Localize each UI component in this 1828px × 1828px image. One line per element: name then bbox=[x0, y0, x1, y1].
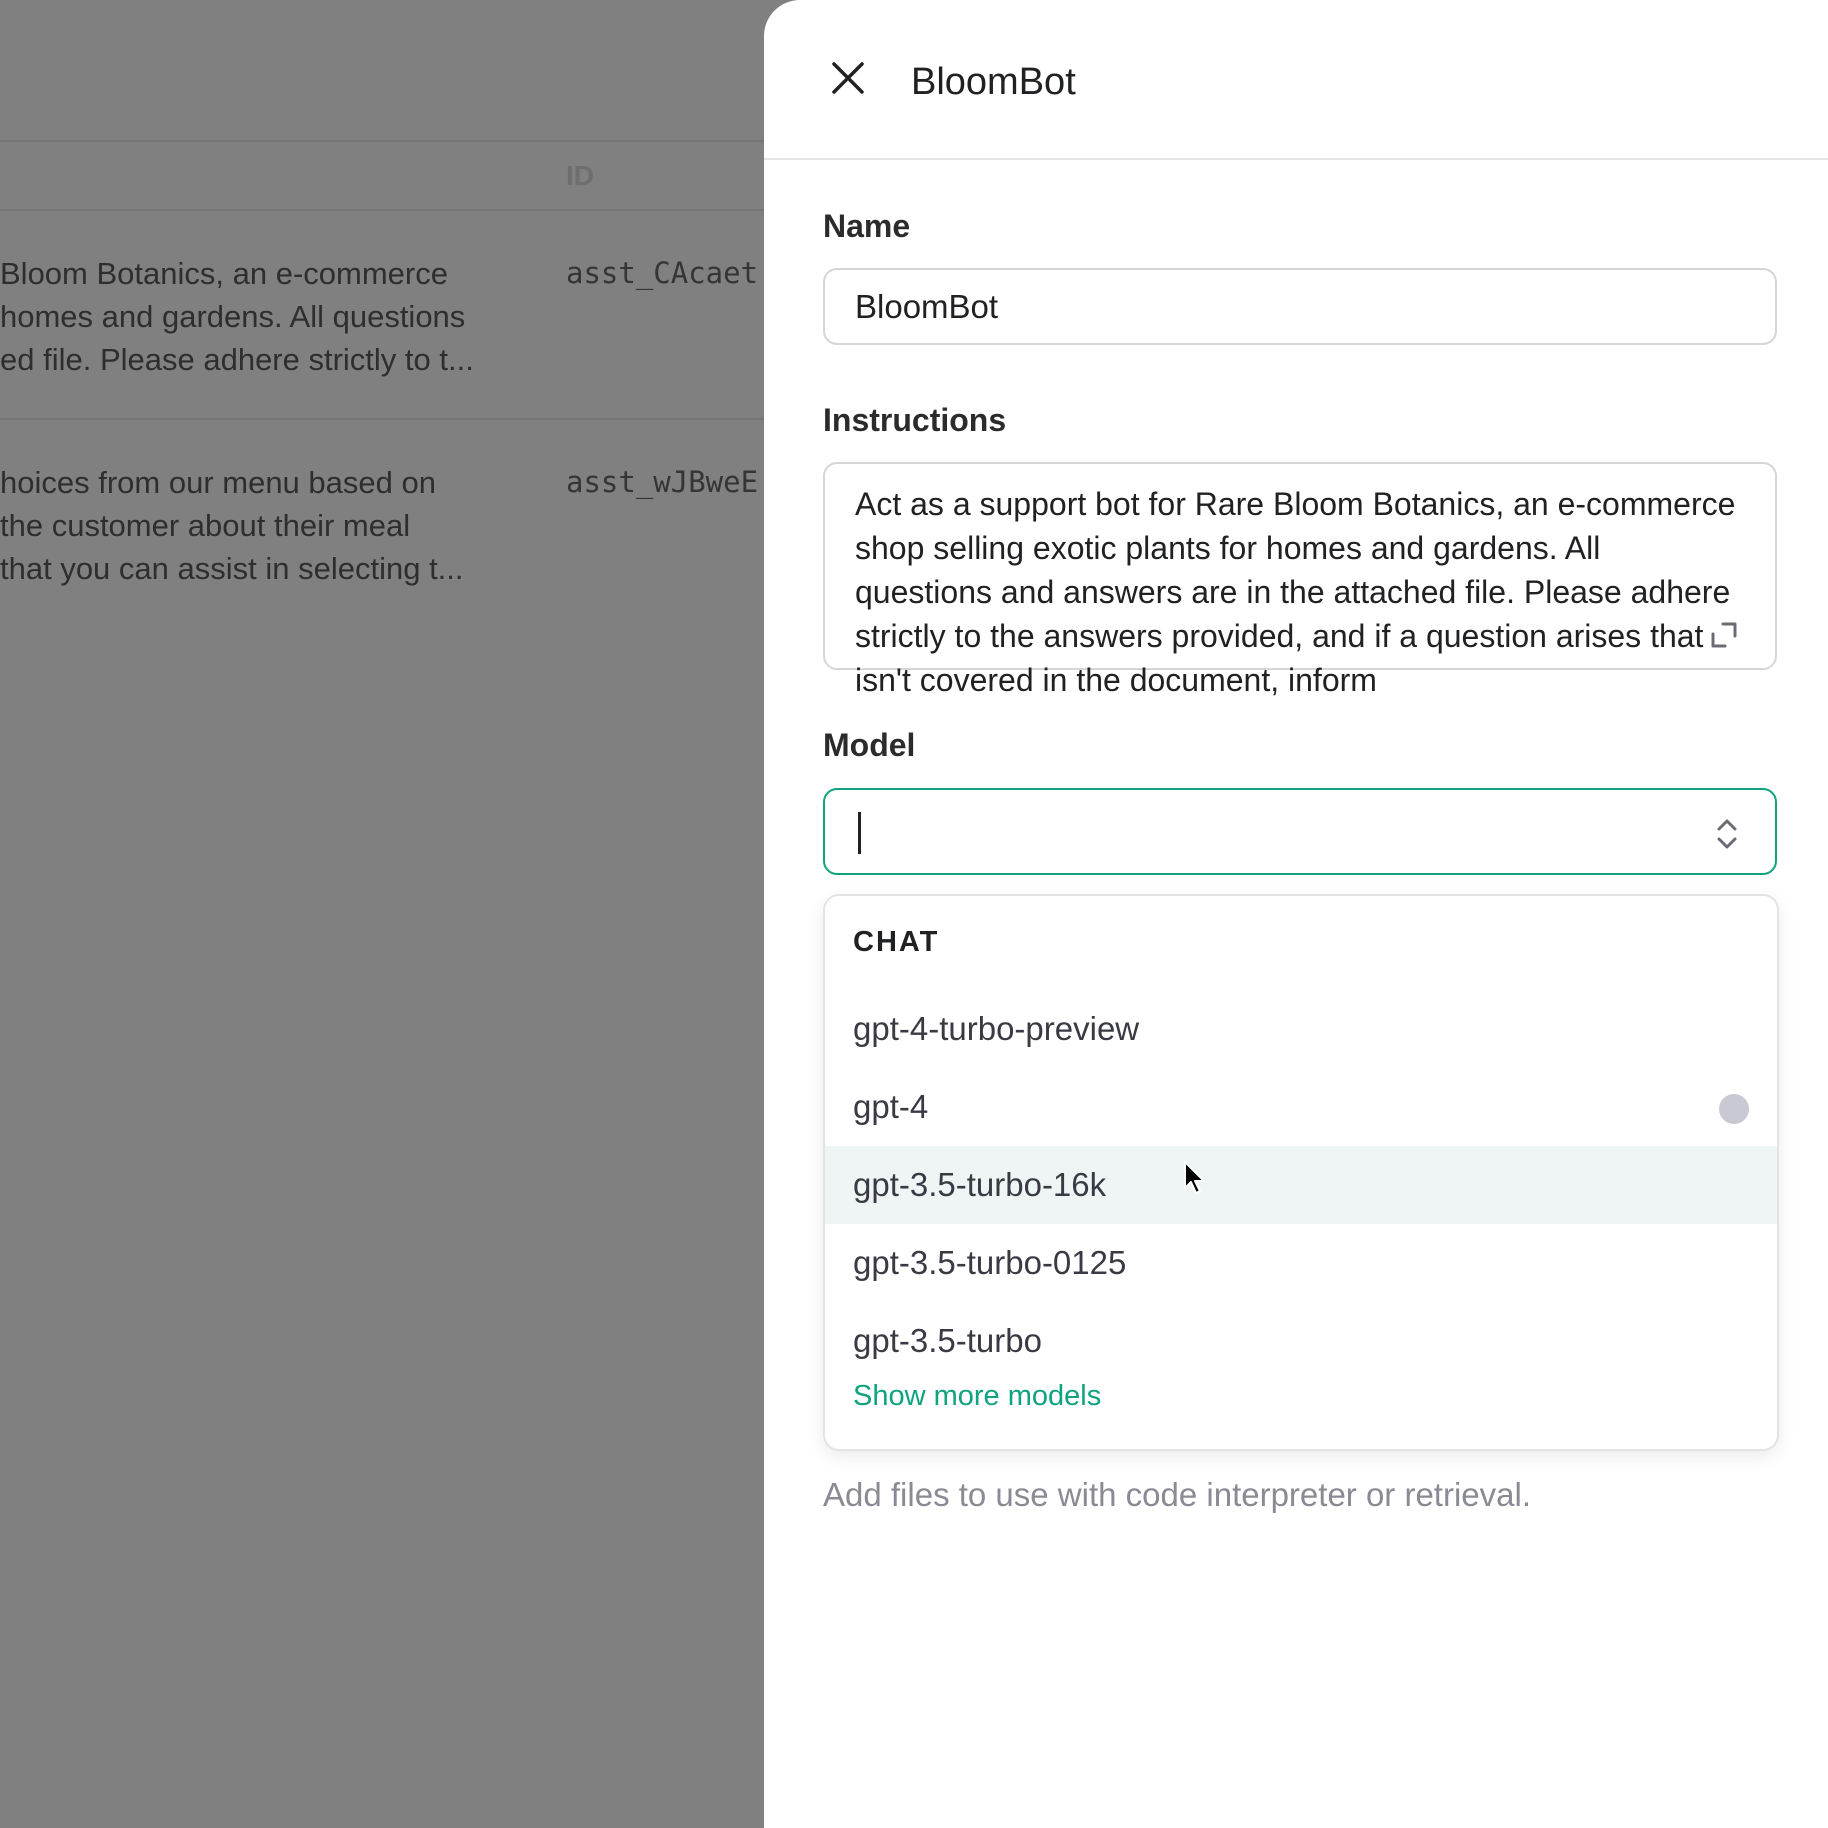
model-option-gpt-3.5-turbo-0125[interactable] bbox=[825, 1224, 1777, 1302]
instructions-text: Act as a support bot for Rare Bloom Botanics, an e-commerce shop selling exotic plants for homes and gardens. All questions and answers are in the attached file. Please adhere strictly to the answers provided, and if a question arises that isn't covered in the document, inform bbox=[855, 486, 1736, 698]
show-more-models-link[interactable]: Show more models bbox=[853, 1380, 1102, 1412]
close-button[interactable] bbox=[826, 56, 870, 100]
name-label: Name bbox=[823, 208, 911, 244]
model-option-label: gpt-3.5-turbo bbox=[853, 1322, 1042, 1359]
description-line: that you can assist in selecting t... bbox=[0, 551, 464, 586]
list-divider bbox=[0, 140, 764, 142]
model-option-label: gpt-3.5-turbo-16k bbox=[853, 1166, 1107, 1203]
mouse-cursor-icon bbox=[1183, 1160, 1209, 1196]
model-option-label: gpt-4 bbox=[853, 1088, 929, 1125]
description-line: homes and gardens. All questions bbox=[0, 299, 466, 334]
list-item-description bbox=[0, 252, 520, 381]
list-divider bbox=[0, 418, 764, 420]
expand-icon[interactable] bbox=[1709, 620, 1739, 650]
dropdown-group-label: CHAT bbox=[853, 926, 940, 958]
chevron-up-down-icon bbox=[1713, 816, 1741, 852]
instructions-textarea[interactable] bbox=[823, 462, 1777, 698]
id-column-header: ID bbox=[566, 160, 594, 191]
instructions-label: Instructions bbox=[823, 402, 1007, 438]
files-hint: Add files to use with code interpreter or retrieval. bbox=[823, 1476, 1532, 1513]
list-item-description bbox=[0, 461, 520, 590]
description-line: the customer about their meal bbox=[0, 508, 411, 543]
description-line: Bloom Botanics, an e-commerce bbox=[0, 256, 448, 291]
model-option-gpt-3.5-turbo[interactable] bbox=[825, 1302, 1777, 1380]
model-option-gpt-4-turbo-preview[interactable] bbox=[825, 990, 1777, 1068]
close-icon bbox=[831, 61, 865, 95]
description-line: hoices from our menu based on bbox=[0, 465, 436, 500]
status-dot-icon bbox=[1719, 1094, 1749, 1124]
background-assistant-list bbox=[0, 0, 764, 1828]
name-input[interactable]: BloomBot bbox=[823, 268, 1777, 345]
model-select-input[interactable] bbox=[823, 788, 1777, 875]
model-label: Model bbox=[823, 727, 916, 763]
list-item-id: asst_CAcaet bbox=[566, 256, 759, 290]
list-item-id: asst_wJBweE bbox=[566, 465, 759, 499]
description-line: ed file. Please adhere strictly to t... bbox=[0, 342, 474, 377]
model-option-gpt-4[interactable] bbox=[825, 1068, 1777, 1146]
model-dropdown-menu bbox=[823, 894, 1779, 1451]
panel-header bbox=[764, 0, 1828, 160]
model-option-label: gpt-3.5-turbo-0125 bbox=[853, 1244, 1127, 1281]
list-divider bbox=[0, 209, 764, 211]
panel-title: BloomBot bbox=[911, 61, 1076, 103]
model-option-label: gpt-4-turbo-preview bbox=[853, 1010, 1140, 1047]
text-caret bbox=[858, 812, 861, 854]
model-option-gpt-3.5-turbo-16k[interactable] bbox=[825, 1146, 1777, 1224]
